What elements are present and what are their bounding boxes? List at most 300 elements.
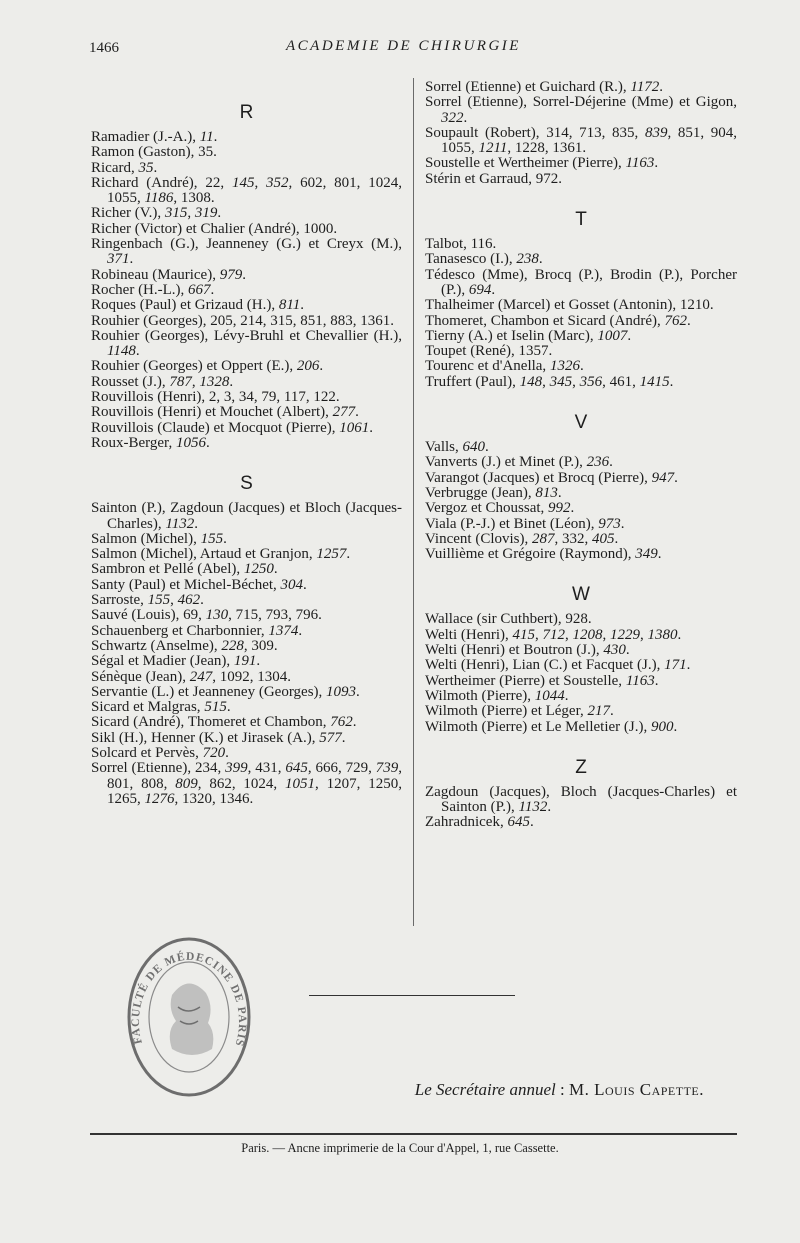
entry-text: . [135, 343, 140, 360]
index-entry [425, 126, 737, 157]
index-entry [425, 359, 737, 374]
page-ref-italic: 811 [278, 297, 301, 314]
page-ref-italic: 979 [219, 266, 243, 283]
entry-text: Vergoz et Choussat, [425, 500, 549, 517]
page-ref-italic: 371 [107, 251, 130, 268]
index-column-right [425, 80, 737, 831]
page-ref-italic: 155 [200, 530, 224, 547]
entry-text: . [273, 561, 278, 578]
separator-rule [309, 995, 515, 996]
page-ref-italic: 1093 [326, 683, 357, 700]
entry-text: , [640, 626, 648, 643]
entry-text: . [153, 159, 158, 176]
page-ref-italic: 973 [598, 515, 621, 532]
entry-text: Wallace (sir Cuthbert), 928. [425, 611, 592, 628]
stamp-text: FACULTÉ DE MÉDECINE DE PARIS [129, 950, 249, 1049]
entry-text: Rouhier (Georges) et Oppert (E.), [91, 358, 297, 375]
entry-text: Richer (Victor) et Chalier (André), 1000. [91, 220, 338, 237]
index-entry [91, 654, 402, 669]
page-ref-italic: 191 [233, 653, 257, 670]
entry-text: Schwartz (Anselme), [91, 637, 222, 654]
entry-text: Zagdoun (Jacques), Bloch (Jacques-Charles) et Sainton (P.), [425, 783, 737, 816]
page-ref-italic: 787 [169, 373, 192, 390]
entry-text: . [677, 626, 682, 643]
page-ref-italic: 1007 [597, 327, 628, 344]
entry-text: . [225, 744, 229, 761]
index-entry [91, 501, 402, 532]
entry-text: . [213, 129, 218, 145]
index-entry [425, 471, 737, 486]
page-ref-italic: 236 [586, 454, 610, 471]
entry-text: , [565, 626, 573, 643]
entry-text: Schauenberg et Charbonnier, [91, 622, 269, 639]
entry-text: . [194, 515, 198, 532]
entry-text: . [620, 515, 625, 532]
page-ref-italic: 349 [635, 546, 658, 563]
index-entry [91, 715, 402, 730]
page-ref-italic: 577 [319, 729, 342, 746]
entry-text: . [205, 434, 210, 451]
entry-text: Ramon (Gaston), 35. [91, 144, 217, 161]
entry-text: . [557, 484, 562, 501]
index-entry [425, 344, 737, 359]
entry-text: . [229, 373, 234, 390]
entry-text: Salmon (Michel), [91, 530, 201, 547]
entry-text: . [538, 251, 543, 268]
entry-text: Wilmoth (Pierre), [425, 687, 535, 704]
entry-text: Sarroste, [91, 592, 148, 609]
page-ref-italic: 900 [650, 718, 674, 735]
index-entry [91, 222, 402, 237]
entry-text: Tédesco (Mme), Brocq (P.), Brodin (P.), Porcher (P.), [425, 266, 737, 298]
page-ref-italic: 315 [164, 205, 188, 222]
index-entry [425, 720, 737, 735]
entry-text: , 801, 808, [107, 760, 403, 792]
page-ref-italic: 992 [548, 500, 571, 517]
entry-text: Servantie (L.) et Jeanneney (Georges), [91, 683, 327, 700]
entry-text: , [542, 373, 550, 390]
index-entry [91, 685, 402, 700]
index-entry [91, 547, 402, 562]
page-ref-italic: 1163 [625, 672, 655, 689]
entry-text: Tourenc et d'Anella, [425, 358, 550, 375]
index-entry [91, 731, 402, 746]
entry-text: . [356, 683, 360, 700]
entry-text: . [627, 327, 632, 344]
page-ref-italic: 640 [462, 439, 485, 456]
entry-text: . [369, 419, 374, 436]
footer-rule [90, 1133, 737, 1135]
entry-text: . [529, 814, 534, 831]
entry-text: Sorrel (Etienne), 234, [91, 760, 226, 777]
entry-text: . [687, 312, 691, 329]
entry-text: Thalheimer (Marcel) et Gosset (Antonin), 1210. [425, 297, 714, 314]
index-entry [425, 268, 737, 299]
entry-text: . [200, 592, 204, 609]
index-entry [91, 161, 402, 176]
index-entry [91, 359, 402, 374]
page-ref-italic: 304 [280, 576, 304, 593]
secretary-name: M. Louis Capette. [568, 1080, 704, 1099]
entry-text: Sénèque (Jean), [91, 668, 190, 685]
page-ref-italic: 762 [330, 714, 353, 731]
entry-text: , 1207, 1250, 1265, [107, 775, 403, 807]
index-entry [91, 405, 402, 420]
index-entry [91, 176, 402, 207]
page-ref-italic: 1229 [610, 626, 641, 643]
index-entry [91, 237, 402, 268]
index-entry [91, 700, 402, 715]
index-entry [91, 624, 402, 639]
page-title: ACADEMIE DE CHIRURGIE [286, 38, 521, 54]
index-entry [425, 172, 737, 187]
page-ref-italic: 322 [441, 109, 464, 126]
entry-text: , 666, 729, [307, 760, 376, 777]
entry-text: Vuillième et Grégoire (Raymond), [425, 546, 636, 563]
index-entry [91, 375, 402, 390]
entry-text: . [674, 469, 678, 486]
index-entry [425, 501, 737, 516]
page-ref-italic: 1374 [268, 622, 299, 639]
page-ref-italic: 345 [549, 373, 573, 390]
index-entry [91, 145, 402, 160]
index-entry [425, 486, 737, 501]
entry-text: Zahradnicek, [425, 814, 508, 831]
page-ref-italic: 645 [507, 814, 530, 831]
entry-text: Roques (Paul) et Grizaud (H.), [91, 297, 279, 314]
entry-text: Truffert (Paul), [425, 373, 520, 390]
page-ref-italic: 247 [189, 668, 213, 685]
entry-text: Tierny (A.) et Iselin (Marc), [425, 327, 598, 344]
entry-text: Rouhier (Georges), Lévy-Bruhl et Chevallier (H.), [91, 327, 402, 344]
page-ref-italic: 277 [332, 404, 356, 421]
entry-text: Ségal et Madier (Jean), [91, 653, 234, 670]
page-ref-italic: 1163 [625, 155, 655, 172]
entry-text: Thomeret, Chambon et Sicard (André), [425, 312, 665, 329]
page-ref-italic: 813 [535, 484, 558, 501]
index-entry [425, 547, 737, 562]
entry-text: , 431, [247, 760, 286, 777]
page-ref-italic: 238 [516, 251, 539, 268]
page-ref-italic: 356 [579, 373, 603, 390]
entry-text: Soupault (Robert), 314, 713, 835, [425, 124, 645, 141]
page-ref-italic: 1257 [316, 546, 347, 563]
entry-text: . [355, 404, 359, 421]
entry-text: Verbrugge (Jean), [425, 484, 536, 501]
entry-text: Wertheimer (Pierre) et Soustelle, [425, 672, 626, 689]
page-ref-italic: 1380 [647, 626, 678, 643]
page-ref-italic: 712 [542, 626, 566, 643]
entry-text: Sicard (André), Thomeret et Chambon, [91, 714, 331, 731]
page-ref-italic: 352 [266, 174, 289, 191]
entry-text: . [485, 439, 489, 456]
entry-text: Talbot, 116. [425, 236, 497, 253]
entry-text: . [686, 657, 691, 674]
entry-text: Tanasesco (I.), [425, 251, 517, 268]
faculty-stamp [120, 925, 258, 1105]
section-letter: V [574, 412, 588, 434]
index-entry [425, 455, 737, 470]
page-ref-italic: 1044 [534, 687, 565, 704]
column-divider [413, 78, 414, 926]
entry-text: Welti (Henri) et Boutron (J.), [425, 642, 604, 659]
entry-text: , [254, 174, 267, 191]
entry-text: . [256, 653, 261, 670]
entry-text: Sainton (P.), Zagdoun (Jacques) et Bloch (Jacques-Charles), [91, 500, 402, 532]
signature-separator: : [555, 1080, 569, 1099]
section-letter: T [575, 209, 587, 231]
page-ref-italic: 415 [512, 626, 536, 643]
section-letter: R [239, 102, 254, 123]
index-entry [91, 298, 402, 313]
index-entry [91, 283, 402, 298]
entry-text: Richard (André), 22, [91, 174, 232, 191]
index-entry [91, 746, 402, 761]
entry-text: Vincent (Clovis), [425, 530, 532, 547]
page-ref-italic: 130 [205, 607, 229, 624]
index-entry [91, 593, 402, 608]
entry-text: Sauvé (Louis), 69, [91, 607, 206, 624]
entry-text: , 1308. [173, 190, 215, 207]
section-letter: W [572, 584, 590, 606]
entry-text: Vanverts (J.) et Minet (P.), [425, 454, 587, 471]
page-ref-italic: 739 [375, 760, 399, 777]
page-ref-italic: 667 [188, 281, 211, 298]
index-entry [425, 156, 737, 171]
entry-text: . [298, 622, 303, 639]
entry-text: Salmon (Michel), Artaud et Granjon, [91, 546, 317, 563]
entry-text: , [535, 626, 543, 643]
index-entry [425, 375, 737, 390]
entry-text: . [614, 530, 619, 547]
page-ref-italic: 155 [147, 592, 171, 609]
entry-text: . [579, 358, 584, 375]
page-ref-italic: 1056 [175, 434, 206, 451]
entry-text: . [226, 699, 231, 716]
entry-text: Ricard, [91, 159, 139, 176]
index-entry [425, 643, 737, 658]
index-entry [425, 517, 737, 532]
page-ref-italic: 809 [175, 775, 198, 792]
entry-text: , 332, [554, 530, 592, 547]
entry-text: . [673, 718, 678, 735]
page-ref-italic: 228 [221, 637, 244, 654]
secretary-role: Le Secrétaire annuel [414, 1080, 556, 1099]
entry-text: Stérin et Garraud, 972. [425, 170, 563, 187]
page-ref-italic: 839 [644, 124, 668, 141]
page-ref-italic: 1415 [639, 373, 670, 390]
index-entry [425, 80, 737, 95]
entry-text: . [654, 672, 659, 689]
index-entry [91, 562, 402, 577]
entry-text: Robineau (Maurice), [91, 266, 220, 283]
entry-text: . [547, 799, 552, 816]
page-ref-italic: 430 [603, 642, 626, 659]
entry-text: Varangot (Jacques) et Brocq (Pierre), [425, 469, 652, 486]
entry-text: Sikl (H.), Henner (K.) et Jirasek (A.), [91, 729, 320, 746]
printer-imprint: Paris. — Ancne imprimerie de la Cour d'Appel, 1, rue Cassette. [241, 1141, 559, 1155]
index-entry [91, 578, 402, 593]
entry-text: Welti (Henri), [425, 626, 513, 643]
page-ref-italic: 145 [231, 174, 255, 191]
page-ref-italic: 217 [587, 703, 610, 720]
page-ref-italic: 720 [202, 744, 226, 761]
entry-text: . [223, 530, 227, 547]
page-ref-italic: 1051 [285, 775, 316, 792]
entry-text: Rousset (J.), [91, 373, 170, 390]
entry-text: . [564, 687, 569, 704]
entry-text: Toupet (René), 1357. [425, 343, 553, 360]
index-entry [91, 206, 402, 221]
entry-text: . [659, 79, 663, 95]
index-entry [425, 298, 737, 313]
page-ref-italic: 399 [225, 760, 248, 777]
entry-text: Solcard et Pervès, [91, 744, 203, 761]
entry-text: Rouvillois (Henri), 2, 3, 34, 79, 117, 122. [91, 389, 340, 406]
page-ref-italic: 694 [468, 281, 492, 298]
entry-text: Rouvillois (Henri) et Mouchet (Albert), [91, 404, 333, 421]
page-ref-italic: 462 [177, 592, 201, 609]
index-entry [91, 761, 402, 807]
index-entry [91, 670, 402, 685]
entry-text: . [491, 281, 496, 298]
entry-text: . [625, 642, 630, 659]
entry-text: . [210, 281, 215, 298]
index-entry [91, 421, 402, 436]
index-entry [425, 440, 737, 455]
entry-text: Sicard et Malgras, [91, 699, 205, 716]
page-ref-italic: 1276 [144, 790, 175, 807]
index-entry [425, 237, 737, 252]
index-column-left [91, 80, 402, 807]
index-entry [425, 689, 737, 704]
index-entry [91, 130, 402, 145]
page-ref-italic: 947 [651, 469, 675, 486]
page-ref-italic: 515 [204, 699, 227, 716]
index-entry [425, 95, 737, 126]
index-entry [91, 268, 402, 283]
entry-text: Welti (Henri), Lian (C.) et Facquet (J.), [425, 657, 665, 674]
index-entry [425, 314, 737, 329]
page-ref-italic: 11 [199, 129, 214, 145]
index-entry [91, 390, 402, 405]
entry-text: , 1092, 1304. [212, 668, 291, 685]
entry-text: , 309. [243, 637, 278, 654]
entry-text: . [352, 714, 357, 731]
index-entry [425, 532, 737, 547]
entry-text: Richer (V.), [91, 205, 165, 222]
section-letter: S [240, 473, 253, 495]
page-ref-italic: 1211 [478, 140, 508, 157]
stamp-portrait [170, 983, 214, 1055]
entry-text: Sorrel (Etienne) et Guichard (R.), [425, 79, 631, 95]
page-ref-italic: 1132 [165, 515, 195, 532]
entry-text: . [669, 373, 674, 390]
entry-text: Santy (Paul) et Michel-Béchet, [91, 576, 281, 593]
entry-text: , [602, 626, 611, 643]
entry-text: Sorrel (Etienne), Sorrel-Déjerine (Mme) et Gigon, [425, 94, 737, 111]
index-entry [425, 252, 737, 267]
entry-text: . [654, 155, 659, 172]
index-entry [91, 314, 402, 329]
index-entry [425, 785, 737, 816]
entry-text: . [300, 297, 305, 314]
entry-text: Ramadier (J.-A.), [91, 129, 200, 145]
entry-text: , 461, [602, 373, 640, 390]
entry-text: . [217, 205, 222, 222]
page-ref-italic: 1208 [572, 626, 603, 643]
index-entry [425, 674, 737, 689]
section-letter: Z [575, 756, 587, 778]
page-ref-italic: 1172 [630, 79, 660, 95]
entry-text: Wilmoth (Pierre) et Léger, [425, 703, 588, 720]
index-entry [425, 658, 737, 673]
page-ref-italic: 645 [285, 760, 308, 777]
entry-text: , [191, 373, 200, 390]
entry-text: Valls, [425, 439, 463, 456]
secretary-signature [415, 1080, 704, 1100]
page-ref-italic: 1132 [518, 799, 548, 816]
page-ref-italic: 1186 [144, 190, 174, 207]
index-entry [425, 628, 737, 643]
page-ref-italic: 1061 [339, 419, 370, 436]
page-number: 1466 [89, 40, 119, 56]
entry-text: , [187, 205, 195, 222]
entry-text: . [341, 729, 346, 746]
page-ref-italic: 171 [664, 657, 687, 674]
index-entry [425, 612, 737, 627]
entry-text: , 1320, 1346. [174, 790, 254, 807]
page-ref-italic: 148 [519, 373, 543, 390]
page-ref-italic: 1328 [199, 373, 230, 390]
index-entry [91, 639, 402, 654]
entry-text: , 715, 793, 796. [228, 607, 322, 624]
index-entry [425, 329, 737, 344]
index-entry [91, 608, 402, 623]
page-ref-italic: 35 [138, 159, 154, 176]
page-ref-italic: 1250 [243, 561, 274, 578]
entry-text: , 602, 801, 1024, 1055, [107, 174, 402, 207]
entry-text: . [657, 546, 662, 563]
entry-text: Sambron et Pellé (Abel), [91, 561, 244, 578]
page-ref-italic: 762 [664, 312, 688, 329]
page-ref-italic: 287 [532, 530, 555, 547]
page-ref-italic: 319 [194, 205, 218, 222]
entry-text: . [346, 546, 351, 563]
entry-text: . [609, 703, 614, 720]
entry-text: . [242, 266, 246, 283]
page-ref-italic: 405 [592, 530, 615, 547]
index-entry [91, 436, 402, 451]
entry-text: , [572, 373, 580, 390]
entry-text: , [170, 592, 178, 609]
entry-text: . [570, 500, 575, 517]
entry-text: . [129, 251, 134, 268]
entry-text: Ringenbach (G.), Jeanneney (G.) et Creyx (M.), [91, 236, 402, 253]
entry-text: . [319, 358, 324, 375]
page-ref-italic: 1148 [107, 343, 136, 360]
index-entry [91, 532, 402, 547]
entry-text: Rouvillois (Claude) et Mocquot (Pierre), [91, 419, 340, 436]
entry-text: , 1228, 1361. [507, 140, 587, 157]
entry-text: . [609, 454, 613, 471]
entry-text: Soustelle et Wertheimer (Pierre), [425, 155, 626, 172]
entry-text: , 851, 904, 1055, [441, 124, 737, 157]
entry-text: . [463, 109, 468, 126]
index-entry [425, 704, 737, 719]
page-ref-italic: 206 [296, 358, 320, 375]
entry-text: Rouhier (Georges), 205, 214, 315, 851, 883, 1361. [91, 312, 395, 329]
